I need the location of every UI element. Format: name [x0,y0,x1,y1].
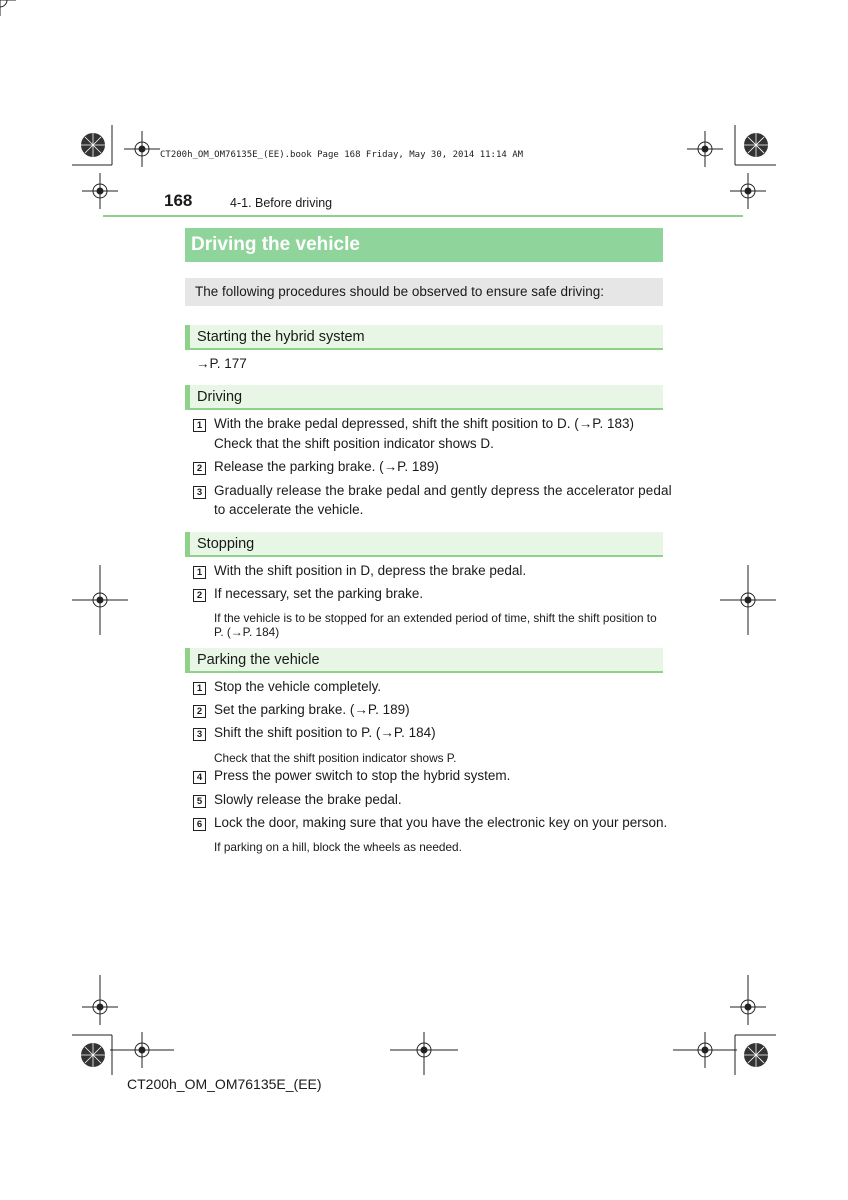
step-note: Check that the shift position indicator shows P. [214,751,457,765]
page-title: Driving the vehicle [185,228,663,262]
step-text: Gradually release the brake pedal and gently depress the accelerator pedal [214,483,672,498]
section-title: 4-1. Before driving [230,196,333,210]
step-text: Shift the shift position to P. (→P. 184) [214,725,436,740]
step-number: 3 [193,486,206,499]
intro-box: The following procedures should be observed to ensure safe driving: [185,278,663,306]
step-text: Release the parking brake. (→P. 189) [214,459,439,474]
step-number: 4 [193,771,206,784]
step-text: With the shift position in D, depress the brake pedal. [214,563,527,578]
step-text: Slowly release the brake pedal. [214,792,402,807]
step-note: If parking on a hill, block the wheels as needed. [214,840,462,854]
book-file-line: CT200h_OM_OM76135E_(EE).book Page 168 Friday, May 30, 2014 11:14 AM [160,150,524,160]
subheading-driving: Driving [185,385,663,410]
step-number: 1 [193,682,206,695]
footer-doc-code: CT200h_OM_OM76135E_(EE) [127,1076,322,1092]
step-note: P. (→P. 184) [214,625,280,639]
step-text: Check that the shift position indicator shows D. [214,436,494,451]
step-text: Set the parking brake. (→P. 189) [214,702,410,717]
step-text: Lock the door, making sure that you have the electronic key on your person. [214,815,668,830]
header-rule [103,215,743,217]
step-number: 6 [193,818,206,831]
step-text: Stop the vehicle completely. [214,679,382,694]
step-number: 2 [193,589,206,602]
step-number: 1 [193,566,206,579]
step-text: If necessary, set the parking brake. [214,586,424,601]
step-number: 1 [193,419,206,432]
subheading-parking: Parking the vehicle [185,648,663,673]
step-number: 2 [193,705,206,718]
step-note: If the vehicle is to be stopped for an extended period of time, shift the shift position to [214,611,657,625]
subheading-stopping: Stopping [185,532,663,557]
step-text: Press the power switch to stop the hybrid system. [214,768,511,783]
step-text: With the brake pedal depressed, shift the shift position to D. (→P. 183) [214,416,634,431]
step-text: to accelerate the vehicle. [214,502,364,517]
subheading-starting: Starting the hybrid system [185,325,663,350]
page-reference: →P. 177 [196,356,247,371]
step-number: 2 [193,462,206,475]
step-number: 5 [193,795,206,808]
step-number: 3 [193,728,206,741]
page-number: 168 [164,191,193,210]
